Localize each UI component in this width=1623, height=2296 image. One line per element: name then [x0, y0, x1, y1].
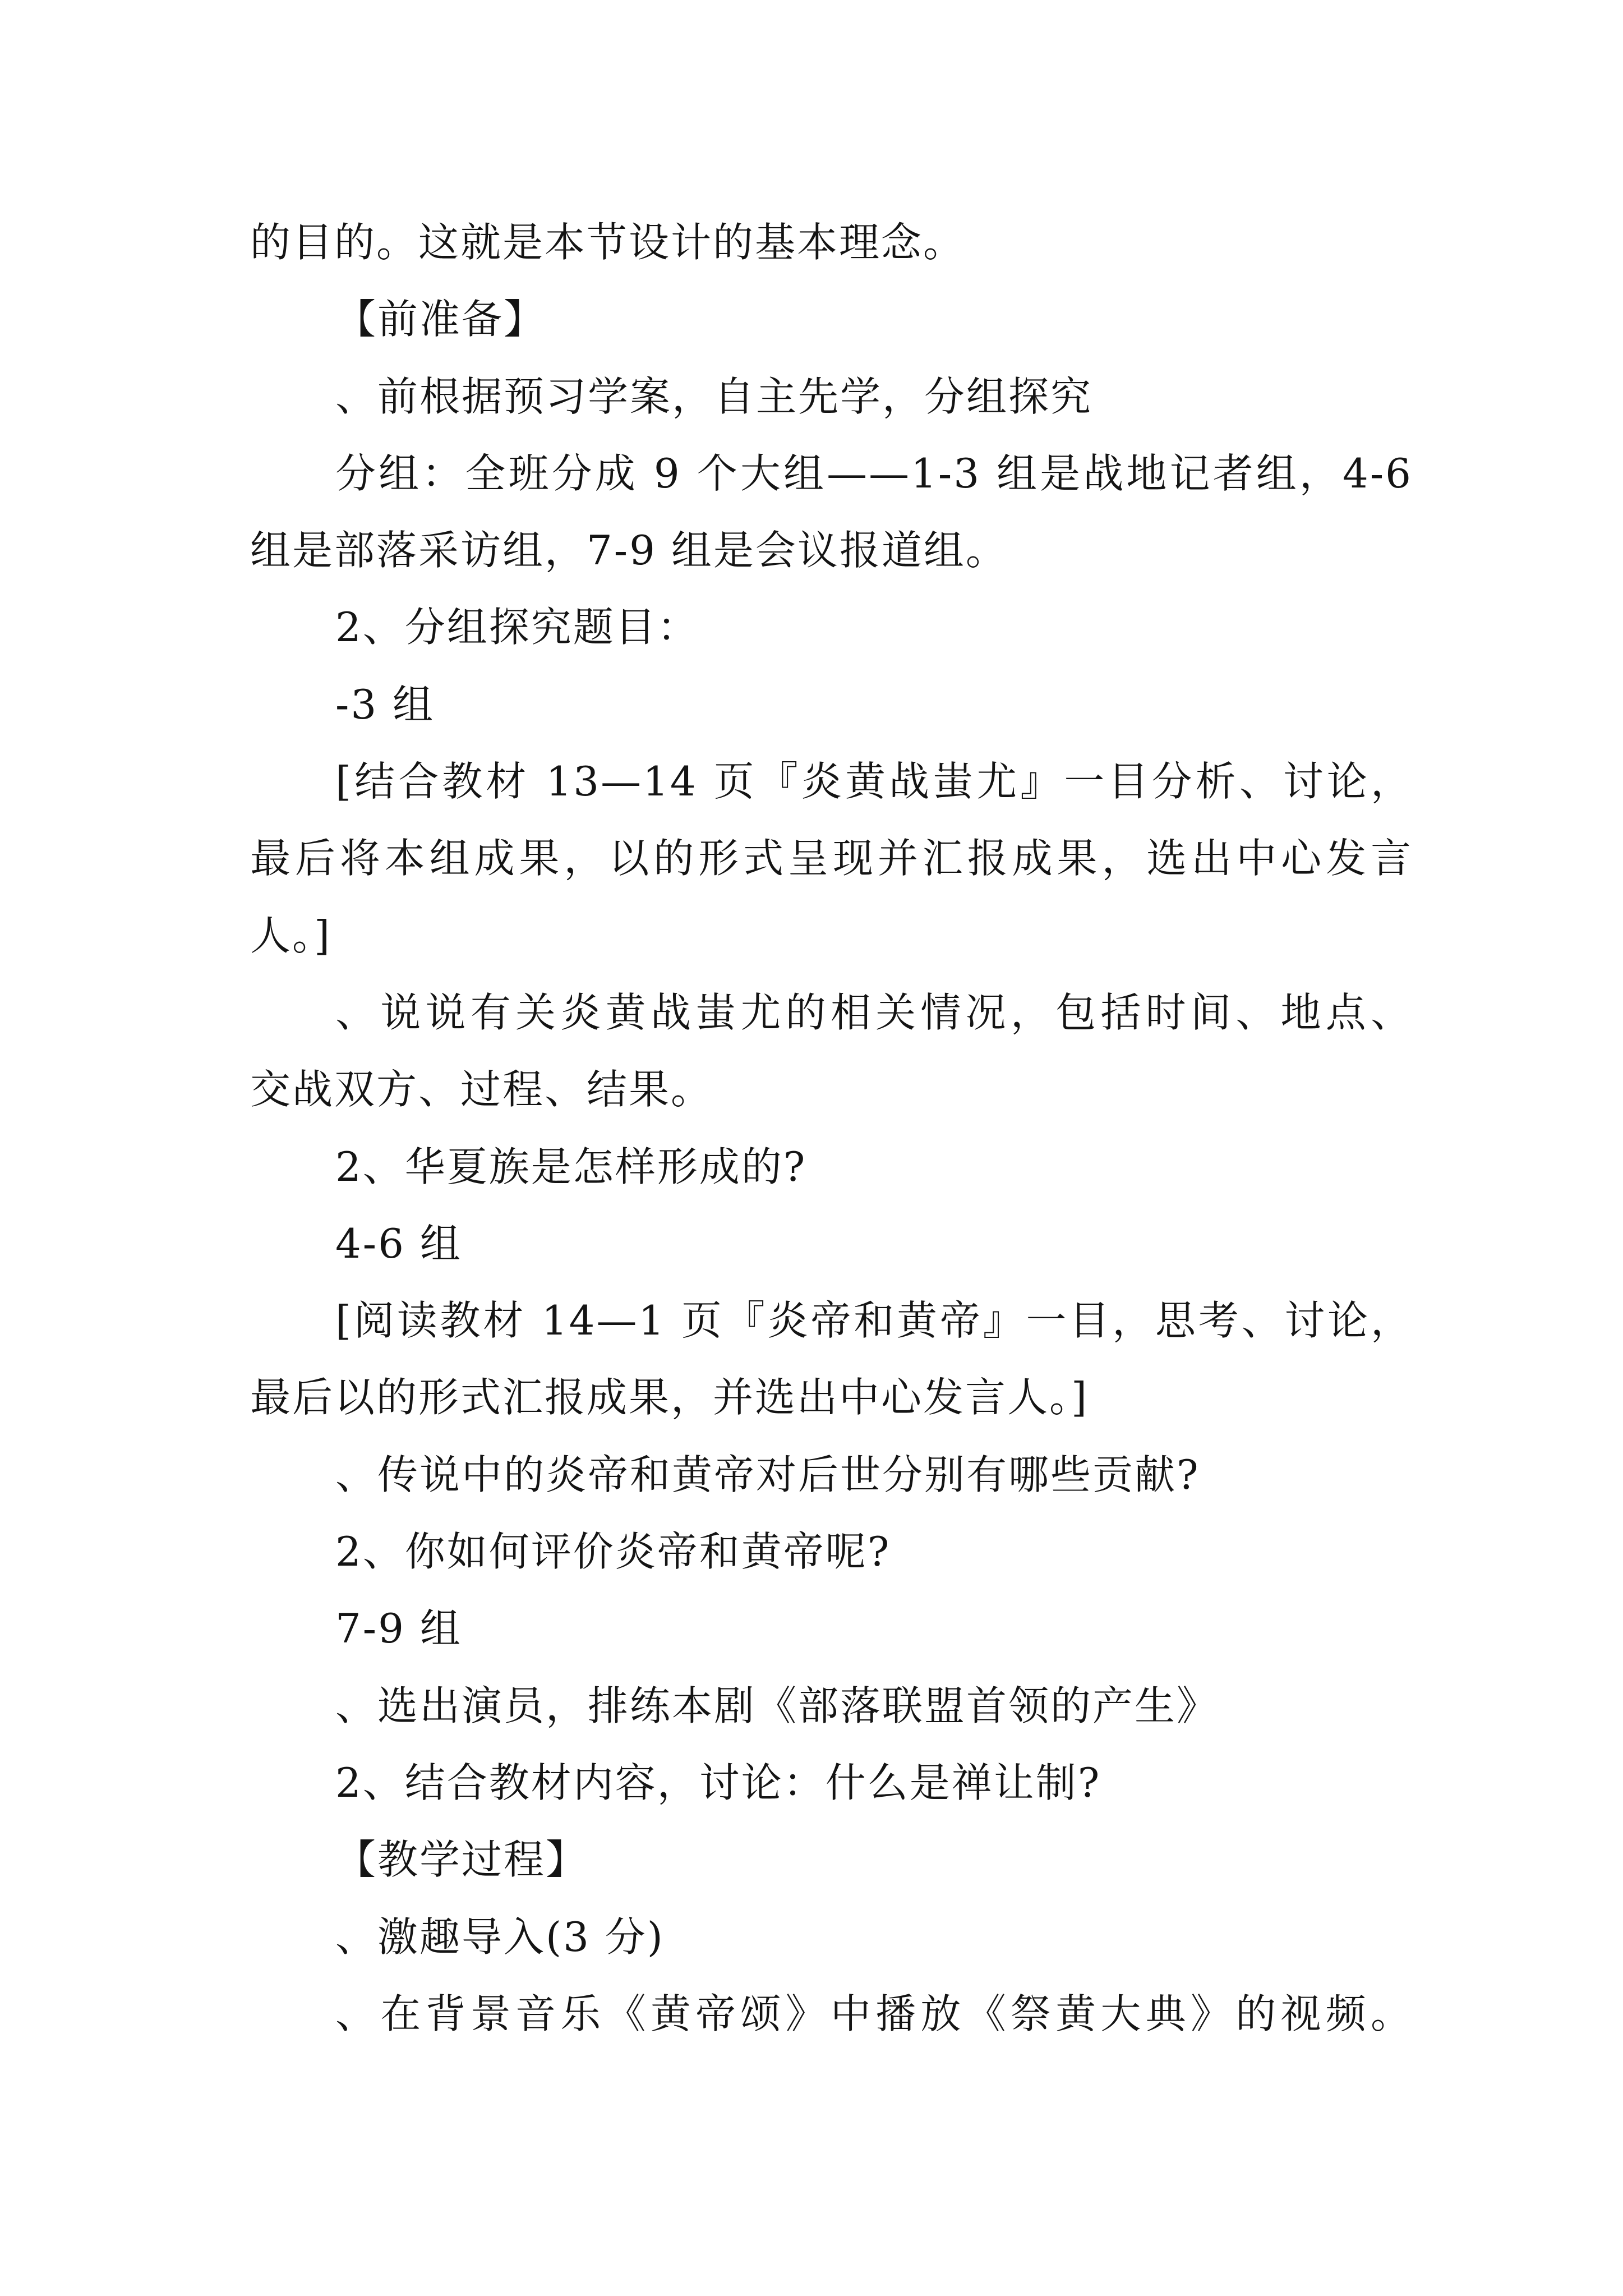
text-line: 交战双方、过程、结果。 [250, 1066, 713, 1114]
text-line: 、前根据预习学案，自主先学，分组探究 [335, 372, 1093, 420]
group-instruction [250, 1282, 1413, 1437]
text-line: 的目的。这就是本节设计的基本理念。 [250, 219, 966, 266]
group-label [250, 1590, 1413, 1667]
task-item [250, 1437, 1413, 1513]
text-line: 2、你如何评价炎帝和黄帝呢? [335, 1528, 891, 1576]
text-line: 2、华夏族是怎样形成的? [335, 1143, 807, 1190]
section-heading-preparation [250, 281, 1413, 358]
section-heading-teaching-process [250, 1821, 1413, 1898]
text-line: 最后以的形式汇报成果，并选出中心发言人。] [250, 1374, 1089, 1421]
task-item [250, 1129, 1413, 1205]
group-label [250, 666, 1413, 743]
text-line: 、激趣导入(3 分) [335, 1913, 665, 1961]
group-instruction [250, 743, 1413, 974]
step-item [250, 1976, 1413, 2053]
text-line: 、选出演员，排练本剧《部落联盟首领的产生》 [335, 1682, 1219, 1729]
task-item [250, 1513, 1413, 1590]
text-line: -3 组 [335, 680, 435, 728]
text-line: 最后将本组成果，以的形式呈现并汇报成果，选出中心发言 [250, 835, 1413, 882]
paragraph-continuation [250, 204, 1413, 281]
text-line: 7-9 组 [335, 1605, 462, 1653]
text-line: 组是部落采访组，7-9 组是会议报道组。 [250, 527, 1008, 574]
paragraph-grouping [250, 435, 1413, 590]
task-item [250, 1745, 1413, 1821]
text-line: 、在背景音乐《黄帝颂》中播放《祭黄大典》的视频。 [335, 1990, 1413, 2037]
task-item [250, 1668, 1413, 1745]
text-line: 2、结合教材内容，讨论：什么是禅让制? [335, 1759, 1101, 1806]
step-heading [250, 1899, 1413, 1976]
text-line: [结合教材 13—14 页『炎黄战蚩尤』一目分析、讨论， [335, 758, 1413, 806]
document-body [250, 204, 1413, 2053]
task-item [250, 974, 1413, 1129]
text-line: [阅读教材 14—1 页『炎帝和黄帝』一目，思考、讨论， [335, 1297, 1413, 1345]
text-line: 人。] [250, 912, 332, 959]
text-line: 、说说有关炎黄战蚩尤的相关情况，包括时间、地点、 [335, 988, 1413, 1036]
text-line: 、传说中的炎帝和黄帝对后世分别有哪些贡献? [335, 1451, 1200, 1498]
text-line: 分组：全班分成 9 个大组——1-3 组是战地记者组，4-6 [335, 449, 1413, 497]
group-label [250, 1205, 1413, 1282]
text-line: 【前准备】 [335, 296, 546, 343]
text-line: 4-6 组 [335, 1220, 462, 1267]
text-line: 【教学过程】 [335, 1836, 588, 1884]
paragraph-topics-heading [250, 589, 1413, 666]
paragraph-preparation-step [250, 358, 1413, 435]
text-line: 2、分组探究题目： [335, 604, 699, 651]
